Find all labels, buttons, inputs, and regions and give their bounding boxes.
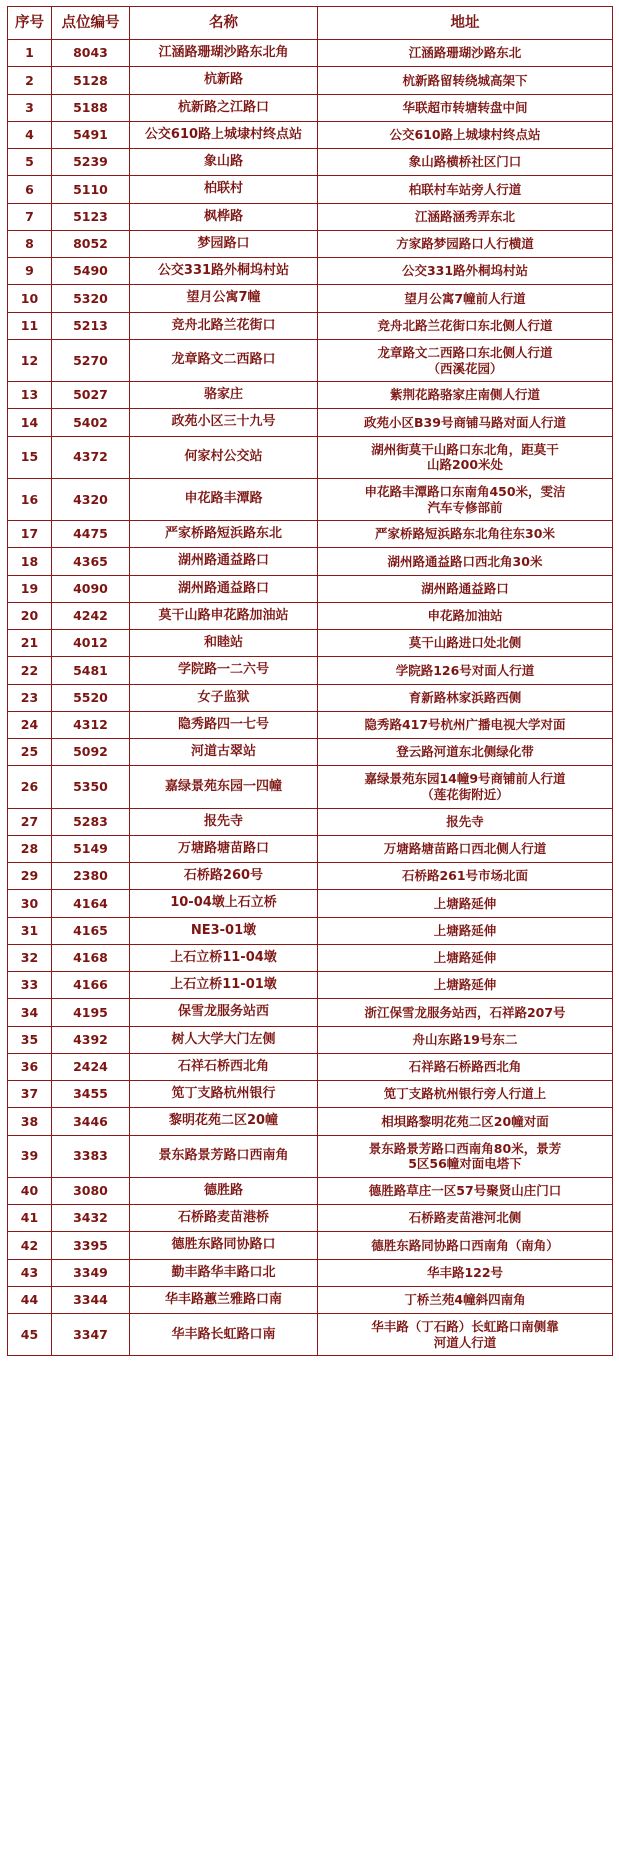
cell-index: 24 <box>8 711 52 738</box>
cell-code: 4090 <box>52 575 130 602</box>
table-row <box>8 917 613 944</box>
table-row <box>8 285 613 312</box>
cell-address: 象山路横桥社区门口 <box>318 149 613 176</box>
cell-code: 4164 <box>52 890 130 917</box>
cell-name: 万塘路塘苗路口 <box>130 835 318 862</box>
cell-code: 5239 <box>52 149 130 176</box>
cell-name: 梦园路口 <box>130 230 318 257</box>
cell-index: 18 <box>8 548 52 575</box>
table-row <box>8 1259 613 1286</box>
cell-code: 5481 <box>52 657 130 684</box>
cell-address: 嘉绿景苑东园14幢9号商铺前人行道 （莲花街附近） <box>318 766 613 808</box>
table-row <box>8 630 613 657</box>
table-row <box>8 684 613 711</box>
cell-address: 柏联村车站旁人行道 <box>318 176 613 203</box>
cell-name: 勤丰路华丰路口北 <box>130 1259 318 1286</box>
cell-address: 万塘路塘苗路口西北侧人行道 <box>318 835 613 862</box>
cell-name: 石桥路260号 <box>130 863 318 890</box>
column-header-address: 地址 <box>318 7 613 40</box>
cell-code: 3383 <box>52 1135 130 1177</box>
table-row <box>8 575 613 602</box>
cell-address: 登云路河道东北侧绿化带 <box>318 739 613 766</box>
cell-index: 19 <box>8 575 52 602</box>
table-row <box>8 1081 613 1108</box>
cell-index: 21 <box>8 630 52 657</box>
cell-name: 莫干山路申花路加油站 <box>130 602 318 629</box>
table-row <box>8 176 613 203</box>
cell-address: 政苑小区B39号商铺马路对面人行道 <box>318 409 613 436</box>
cell-address: 望月公寓7幢前人行道 <box>318 285 613 312</box>
cell-name: 公交610路上城埭村终点站 <box>130 121 318 148</box>
cell-address: 公交610路上城埭村终点站 <box>318 121 613 148</box>
cell-code: 2424 <box>52 1053 130 1080</box>
cell-code: 4392 <box>52 1026 130 1053</box>
cell-index: 16 <box>8 478 52 520</box>
cell-address: 浙江保雪龙服务站西，石祥路207号 <box>318 999 613 1026</box>
cell-index: 3 <box>8 94 52 121</box>
cell-address: 相垻路黎明花苑二区20幢对面 <box>318 1108 613 1135</box>
table-row <box>8 1135 613 1177</box>
cell-index: 38 <box>8 1108 52 1135</box>
cell-code: 5520 <box>52 684 130 711</box>
table-row <box>8 890 613 917</box>
cell-name: 骆家庄 <box>130 382 318 409</box>
cell-code: 4242 <box>52 602 130 629</box>
cell-code: 3349 <box>52 1259 130 1286</box>
table-row <box>8 230 613 257</box>
cell-code: 5128 <box>52 67 130 94</box>
cell-code: 4365 <box>52 548 130 575</box>
table-row <box>8 521 613 548</box>
cell-index: 30 <box>8 890 52 917</box>
cell-name: 石桥路麦苗港桥 <box>130 1205 318 1232</box>
cell-code: 3432 <box>52 1205 130 1232</box>
cell-address: 申花路加油站 <box>318 602 613 629</box>
cell-code: 8043 <box>52 40 130 67</box>
cell-address: 德胜东路同协路口西南角（南角） <box>318 1232 613 1259</box>
table-row <box>8 67 613 94</box>
table-header <box>8 7 613 40</box>
cell-name: 枫桦路 <box>130 203 318 230</box>
column-header-code: 点位编号 <box>52 7 130 40</box>
cell-code: 4168 <box>52 944 130 971</box>
cell-address: 华丰路122号 <box>318 1259 613 1286</box>
cell-code: 4372 <box>52 436 130 478</box>
cell-address: 石桥路麦苗港河北侧 <box>318 1205 613 1232</box>
cell-index: 11 <box>8 312 52 339</box>
table-row <box>8 1205 613 1232</box>
table-header-row <box>8 7 613 40</box>
cell-name: 上石立桥11-01墩 <box>130 972 318 999</box>
table-row <box>8 1232 613 1259</box>
table-row <box>8 1177 613 1204</box>
cell-name: 严家桥路短浜路东北 <box>130 521 318 548</box>
cell-index: 42 <box>8 1232 52 1259</box>
cell-name: 华丰路蕙兰雅路口南 <box>130 1286 318 1313</box>
column-header-name: 名称 <box>130 7 318 40</box>
table-row <box>8 999 613 1026</box>
cell-name: 华丰路长虹路口南 <box>130 1314 318 1356</box>
cell-address: 景东路景芳路口西南角80米，景芳 5区56幢对面电塔下 <box>318 1135 613 1177</box>
table-body <box>8 40 613 1356</box>
table-row <box>8 478 613 520</box>
cell-index: 34 <box>8 999 52 1026</box>
cell-code: 2380 <box>52 863 130 890</box>
cell-code: 4165 <box>52 917 130 944</box>
table-row <box>8 409 613 436</box>
cell-code: 5149 <box>52 835 130 862</box>
cell-name: 10-04墩上石立桥 <box>130 890 318 917</box>
cell-code: 3455 <box>52 1081 130 1108</box>
cell-address: 龙章路文二西路口东北侧人行道 （西溪花园） <box>318 339 613 381</box>
cell-code: 4195 <box>52 999 130 1026</box>
cell-address: 江涵路涵秀弄东北 <box>318 203 613 230</box>
cell-address: 严家桥路短浜路东北角往东30米 <box>318 521 613 548</box>
cell-address: 石桥路261号市场北面 <box>318 863 613 890</box>
cell-index: 5 <box>8 149 52 176</box>
cell-name: 湖州路通益路口 <box>130 575 318 602</box>
cell-name: 湖州路通益路口 <box>130 548 318 575</box>
table-row <box>8 382 613 409</box>
cell-address: 申花路丰潭路口东南角450米，雯洁 汽车专修部前 <box>318 478 613 520</box>
cell-name: 隐秀路四一七号 <box>130 711 318 738</box>
cell-index: 27 <box>8 808 52 835</box>
cell-code: 3080 <box>52 1177 130 1204</box>
cell-address: 华联超市转塘转盘中间 <box>318 94 613 121</box>
cell-address: 笕丁支路杭州银行旁人行道上 <box>318 1081 613 1108</box>
cell-address: 杭新路留转绕城高架下 <box>318 67 613 94</box>
cell-code: 5213 <box>52 312 130 339</box>
cell-index: 14 <box>8 409 52 436</box>
table-row <box>8 808 613 835</box>
cell-index: 8 <box>8 230 52 257</box>
cell-address: 上塘路延伸 <box>318 890 613 917</box>
cell-address: 石祥路石桥路西北角 <box>318 1053 613 1080</box>
cell-address: 华丰路（丁石路）长虹路口南侧靠 河道人行道 <box>318 1314 613 1356</box>
cell-index: 36 <box>8 1053 52 1080</box>
cell-name: 树人大学大门左侧 <box>130 1026 318 1053</box>
cell-address: 上塘路延伸 <box>318 917 613 944</box>
table-row <box>8 1286 613 1313</box>
cell-name: 德胜东路同协路口 <box>130 1232 318 1259</box>
cell-name: 申花路丰潭路 <box>130 478 318 520</box>
cell-code: 5092 <box>52 739 130 766</box>
cell-index: 29 <box>8 863 52 890</box>
cell-code: 8052 <box>52 230 130 257</box>
cell-code: 5490 <box>52 258 130 285</box>
table-row <box>8 548 613 575</box>
cell-index: 17 <box>8 521 52 548</box>
cell-code: 4320 <box>52 478 130 520</box>
cell-name: 政苑小区三十九号 <box>130 409 318 436</box>
table-row <box>8 657 613 684</box>
cell-index: 31 <box>8 917 52 944</box>
table-row <box>8 203 613 230</box>
cell-name: 河道古翠站 <box>130 739 318 766</box>
cell-index: 40 <box>8 1177 52 1204</box>
table-row <box>8 258 613 285</box>
cell-code: 4312 <box>52 711 130 738</box>
cell-address: 湖州路通益路口西北角30米 <box>318 548 613 575</box>
table-row <box>8 339 613 381</box>
cell-code: 5188 <box>52 94 130 121</box>
cell-name: 上石立桥11-04墩 <box>130 944 318 971</box>
table-row <box>8 149 613 176</box>
cell-name: 杭新路之江路口 <box>130 94 318 121</box>
cell-name: 笕丁支路杭州银行 <box>130 1081 318 1108</box>
cell-index: 2 <box>8 67 52 94</box>
cell-name: 公交331路外桐坞村站 <box>130 258 318 285</box>
cell-index: 1 <box>8 40 52 67</box>
cell-address: 莫干山路进口处北侧 <box>318 630 613 657</box>
table-row <box>8 1053 613 1080</box>
table-row <box>8 40 613 67</box>
cell-code: 4166 <box>52 972 130 999</box>
cell-code: 4475 <box>52 521 130 548</box>
cell-name: 保雪龙服务站西 <box>130 999 318 1026</box>
cell-address: 竞舟北路兰花街口东北侧人行道 <box>318 312 613 339</box>
cell-index: 32 <box>8 944 52 971</box>
cell-index: 9 <box>8 258 52 285</box>
table-row <box>8 944 613 971</box>
cell-name: 江涵路珊瑚沙路东北角 <box>130 40 318 67</box>
cell-address: 湖州街莫干山路口东北角，距莫干 山路200米处 <box>318 436 613 478</box>
cell-address: 上塘路延伸 <box>318 972 613 999</box>
cell-code: 3446 <box>52 1108 130 1135</box>
cell-index: 7 <box>8 203 52 230</box>
cell-index: 39 <box>8 1135 52 1177</box>
table-row <box>8 739 613 766</box>
cell-index: 10 <box>8 285 52 312</box>
cell-index: 45 <box>8 1314 52 1356</box>
cell-name: 和睦站 <box>130 630 318 657</box>
cell-index: 22 <box>8 657 52 684</box>
cell-name: 学院路一二六号 <box>130 657 318 684</box>
cell-address: 德胜路草庄一区57号聚贤山庄门口 <box>318 1177 613 1204</box>
cell-name: 女子监狱 <box>130 684 318 711</box>
table-row <box>8 766 613 808</box>
cell-name: 报先寺 <box>130 808 318 835</box>
cell-index: 4 <box>8 121 52 148</box>
cell-name: 杭新路 <box>130 67 318 94</box>
cell-address: 育新路林家浜路西侧 <box>318 684 613 711</box>
cell-index: 15 <box>8 436 52 478</box>
table-row <box>8 602 613 629</box>
table-row <box>8 121 613 148</box>
cell-index: 6 <box>8 176 52 203</box>
cell-address: 紫荆花路骆家庄南侧人行道 <box>318 382 613 409</box>
cell-index: 23 <box>8 684 52 711</box>
cell-code: 5350 <box>52 766 130 808</box>
cell-index: 20 <box>8 602 52 629</box>
cell-code: 5320 <box>52 285 130 312</box>
cell-address: 报先寺 <box>318 808 613 835</box>
cell-name: 何家村公交站 <box>130 436 318 478</box>
table-row <box>8 1314 613 1356</box>
cell-index: 26 <box>8 766 52 808</box>
table-row <box>8 1108 613 1135</box>
cell-name: NE3-01墩 <box>130 917 318 944</box>
cell-code: 5402 <box>52 409 130 436</box>
cell-code: 5110 <box>52 176 130 203</box>
table-row <box>8 436 613 478</box>
cell-address: 学院路126号对面人行道 <box>318 657 613 684</box>
cell-name: 龙章路文二西路口 <box>130 339 318 381</box>
cell-code: 5491 <box>52 121 130 148</box>
cell-index: 28 <box>8 835 52 862</box>
cell-index: 43 <box>8 1259 52 1286</box>
table-row <box>8 94 613 121</box>
cell-index: 44 <box>8 1286 52 1313</box>
cell-index: 13 <box>8 382 52 409</box>
cell-code: 5283 <box>52 808 130 835</box>
table-row <box>8 863 613 890</box>
cell-address: 上塘路延伸 <box>318 944 613 971</box>
cell-name: 景东路景芳路口西南角 <box>130 1135 318 1177</box>
cell-code: 5027 <box>52 382 130 409</box>
table-row <box>8 1026 613 1053</box>
point-list-table <box>7 6 613 1356</box>
cell-name: 柏联村 <box>130 176 318 203</box>
cell-code: 4012 <box>52 630 130 657</box>
cell-address: 湖州路通益路口 <box>318 575 613 602</box>
cell-name: 黎明花苑二区20幢 <box>130 1108 318 1135</box>
cell-name: 嘉绿景苑东园一四幢 <box>130 766 318 808</box>
cell-index: 12 <box>8 339 52 381</box>
cell-code: 5270 <box>52 339 130 381</box>
cell-index: 25 <box>8 739 52 766</box>
cell-code: 5123 <box>52 203 130 230</box>
cell-address: 方家路梦园路口人行横道 <box>318 230 613 257</box>
cell-address: 江涵路珊瑚沙路东北 <box>318 40 613 67</box>
cell-index: 33 <box>8 972 52 999</box>
cell-index: 41 <box>8 1205 52 1232</box>
table-row <box>8 835 613 862</box>
cell-address: 舟山东路19号东二 <box>318 1026 613 1053</box>
cell-code: 3347 <box>52 1314 130 1356</box>
column-header-index: 序号 <box>8 7 52 40</box>
table-row <box>8 312 613 339</box>
cell-name: 石祥石桥西北角 <box>130 1053 318 1080</box>
cell-name: 望月公寓7幢 <box>130 285 318 312</box>
cell-code: 3344 <box>52 1286 130 1313</box>
cell-index: 35 <box>8 1026 52 1053</box>
cell-address: 隐秀路417号杭州广播电视大学对面 <box>318 711 613 738</box>
cell-address: 丁桥兰苑4幢斜四南角 <box>318 1286 613 1313</box>
table-row <box>8 711 613 738</box>
cell-name: 竞舟北路兰花街口 <box>130 312 318 339</box>
table-row <box>8 972 613 999</box>
cell-code: 3395 <box>52 1232 130 1259</box>
cell-name: 象山路 <box>130 149 318 176</box>
cell-index: 37 <box>8 1081 52 1108</box>
cell-address: 公交331路外桐坞村站 <box>318 258 613 285</box>
cell-name: 德胜路 <box>130 1177 318 1204</box>
